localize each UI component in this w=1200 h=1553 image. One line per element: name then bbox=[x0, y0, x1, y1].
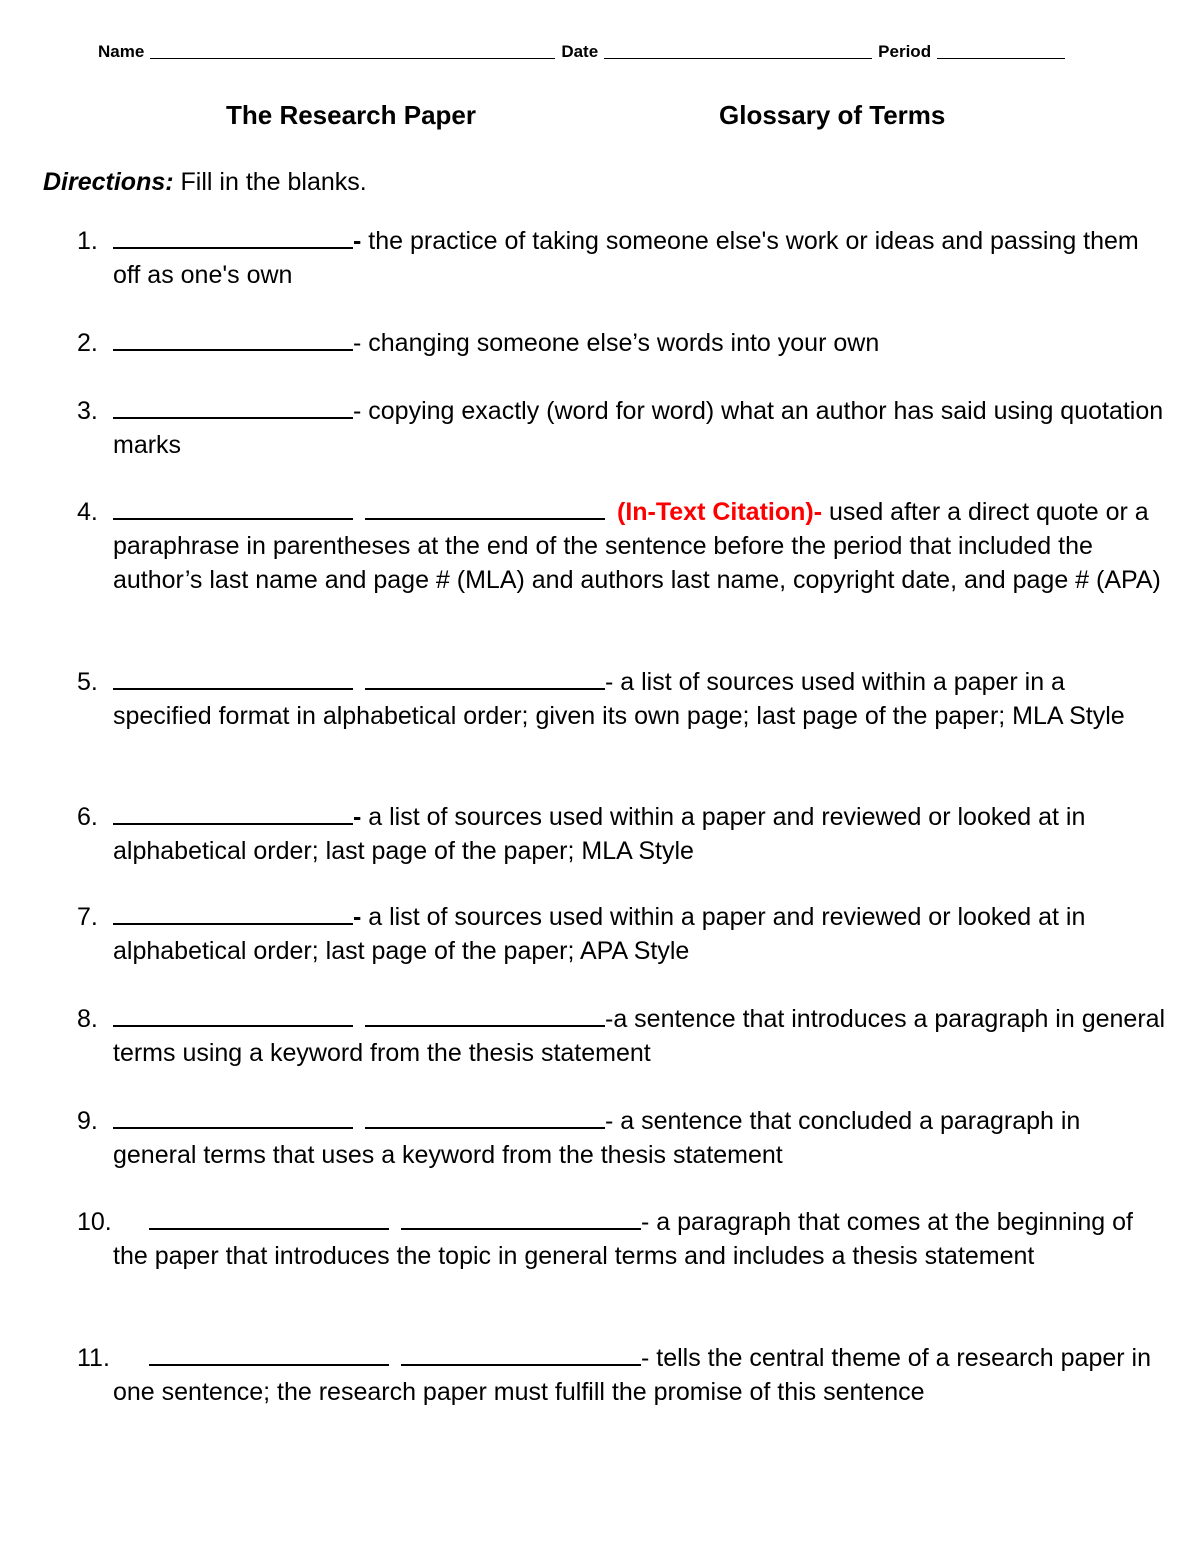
answer-blank bbox=[401, 1342, 641, 1366]
item-dash: - bbox=[353, 903, 362, 931]
glossary-item bbox=[77, 394, 1167, 462]
answer-blank bbox=[365, 1105, 605, 1129]
item-definition: copying exactly (word for word) what an author has said using quotation marks bbox=[113, 397, 1164, 459]
date-label: Date bbox=[561, 42, 599, 61]
glossary-item bbox=[77, 900, 1167, 968]
item-number: 1. bbox=[77, 227, 98, 255]
item-dash: - bbox=[641, 1208, 650, 1236]
glossary-item bbox=[77, 1104, 1167, 1172]
glossary-item bbox=[77, 1002, 1167, 1070]
answer-blank bbox=[401, 1206, 641, 1230]
name-label: Name bbox=[98, 42, 145, 61]
item-number: 7. bbox=[77, 903, 98, 931]
directions-label: Directions: bbox=[43, 168, 174, 196]
glossary-item bbox=[77, 326, 1167, 360]
item-number: 2. bbox=[77, 329, 98, 357]
item-number: 6. bbox=[77, 803, 98, 831]
answer-blank bbox=[149, 1206, 389, 1230]
answer-blank bbox=[113, 801, 353, 825]
answer-blank bbox=[113, 395, 353, 419]
item-definition: a paragraph that comes at the beginning of the paper that introduces the topic in general terms and includes a thesis statement bbox=[113, 1208, 1133, 1270]
item-definition: used after a direct quote or a paraphrase in parentheses at the end of the sentence before the period that included the author’s last name and page # (MLA) and authors last name, copyright date, and page # (APA) bbox=[113, 498, 1161, 594]
item-number: 5. bbox=[77, 668, 98, 696]
glossary-item bbox=[77, 665, 1167, 733]
item-dash: - bbox=[353, 803, 362, 831]
item-definition: a sentence that concluded a paragraph in general terms that uses a keyword from the thesis statement bbox=[113, 1107, 1081, 1169]
item-definition: a list of sources used within a paper in a specified format in alphabetical order; given its own page; last page of the paper; MLA Style bbox=[113, 668, 1125, 730]
item-number: 9. bbox=[77, 1107, 98, 1135]
item-definition: tells the central theme of a research paper in one sentence; the research paper must fulfill the promise of this sentence bbox=[113, 1344, 1151, 1406]
item-dash: - bbox=[605, 1107, 614, 1135]
glossary-item bbox=[77, 800, 1167, 868]
answer-blank bbox=[113, 327, 353, 351]
item-definition: changing someone else’s words into your own bbox=[361, 329, 880, 357]
answer-blank bbox=[113, 666, 353, 690]
item-number: 4. bbox=[77, 498, 98, 526]
answer-blank bbox=[149, 1342, 389, 1366]
answer-blank bbox=[113, 496, 353, 520]
item-definition: a sentence that introduces a paragraph in general terms using a keyword from the thesis statement bbox=[113, 1005, 1166, 1067]
glossary-item bbox=[77, 495, 1167, 597]
glossary-item bbox=[77, 1341, 1167, 1409]
answer-blank bbox=[113, 1003, 353, 1027]
answer-blank bbox=[113, 225, 353, 249]
item-number: 10. bbox=[77, 1208, 112, 1236]
item-number: 11. bbox=[77, 1344, 110, 1372]
item-dash: - bbox=[353, 397, 362, 425]
item-dash: - bbox=[641, 1344, 650, 1372]
item-definition: a list of sources used within a paper and reviewed or looked at in alphabetical order; last page of the paper; MLA Style bbox=[113, 803, 1086, 865]
glossary-item bbox=[77, 1205, 1167, 1273]
item-dash: - bbox=[605, 1005, 614, 1033]
item-dash: - bbox=[353, 329, 362, 357]
name-blank bbox=[150, 42, 555, 59]
item-definition: the practice of taking someone else's work or ideas and passing them off as one's own bbox=[113, 227, 1139, 289]
date-blank bbox=[604, 42, 872, 59]
directions bbox=[43, 168, 367, 197]
period-label: Period bbox=[878, 42, 932, 61]
item-definition: a list of sources used within a paper and reviewed or looked at in alphabetical order; last page of the paper; APA Style bbox=[113, 903, 1086, 965]
page-title: The Research Paper bbox=[226, 100, 477, 130]
item-number: 3. bbox=[77, 397, 98, 425]
glossary-item bbox=[77, 224, 1167, 292]
period-blank bbox=[937, 42, 1065, 59]
item-dash: - bbox=[605, 668, 614, 696]
answer-blank bbox=[113, 1105, 353, 1129]
answer-blank bbox=[113, 901, 353, 925]
directions-text: Fill in the blanks. bbox=[173, 168, 367, 196]
in-text-citation-hint: (In-Text Citation)- bbox=[617, 498, 823, 526]
answer-blank bbox=[365, 1003, 605, 1027]
answer-blank bbox=[365, 496, 605, 520]
item-dash: - bbox=[353, 227, 362, 255]
student-info-header bbox=[98, 42, 1071, 62]
answer-blank bbox=[365, 666, 605, 690]
page-subtitle: Glossary of Terms bbox=[719, 100, 946, 130]
item-number: 8. bbox=[77, 1005, 98, 1033]
